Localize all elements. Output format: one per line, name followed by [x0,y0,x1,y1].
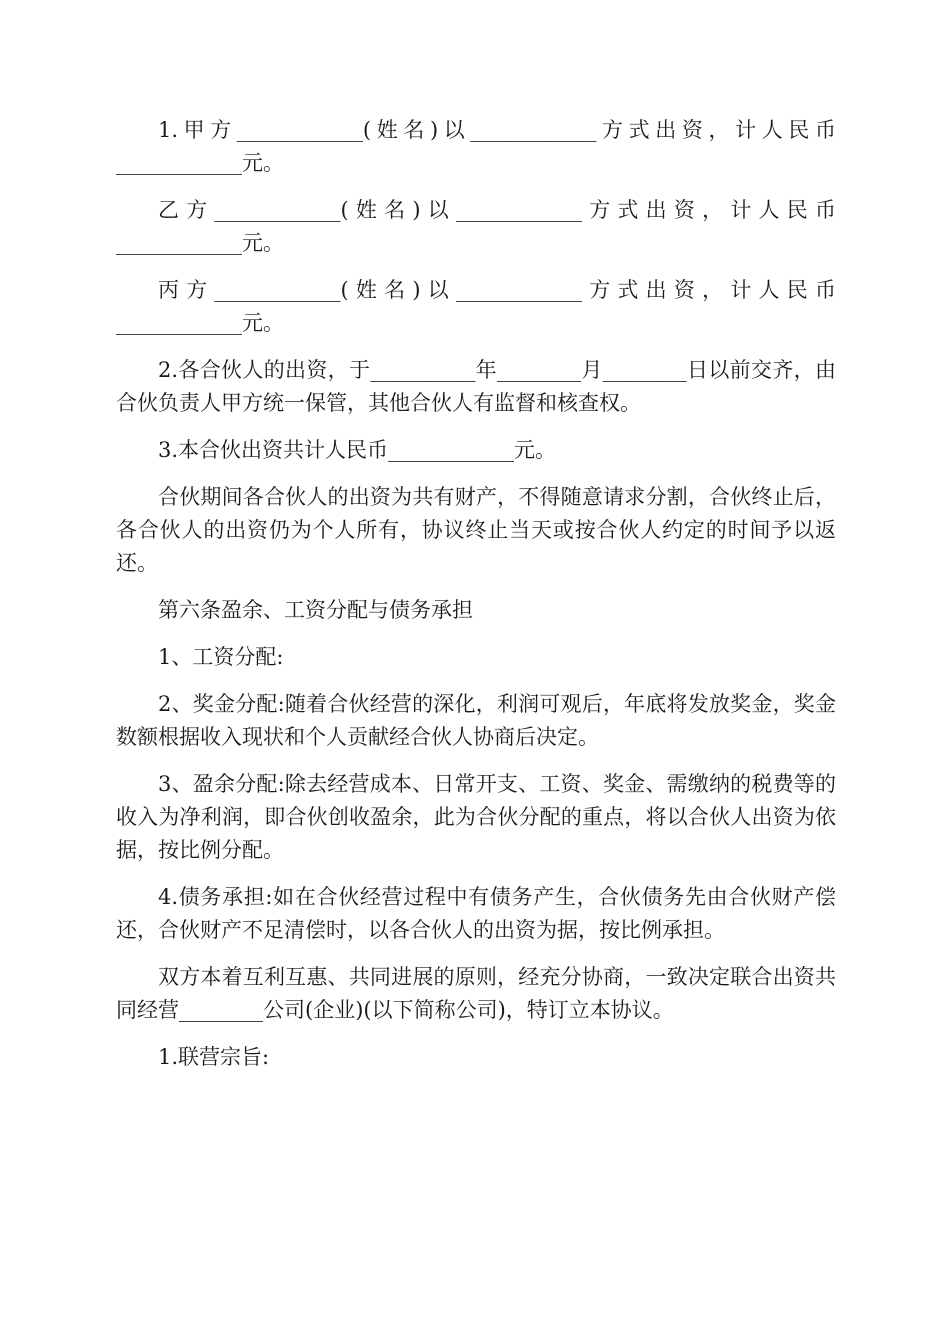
bonus-distribution: 2、奖金分配:随着合伙经营的深化，利润可观后，年底将发放奖金，奖金数额根据收入现状和个人贡献经合伙人协商后决定。 [116,692,836,749]
joint-venture-purpose: 1.联营宗旨: [158,1045,270,1069]
document-page [116,114,836,1088]
joint-venture-intro: 双方本着互利互惠、共同进展的原则，经充分协商，一致决定联合出资共同经营________公司(企业)(以下简称公司)，特订立本协议。 [116,965,836,1022]
contribution-deadline: 2.各合伙人的出资，于__________年________月________日以前交齐，由合伙负责人甲方统一保管，其他合伙人有监督和核查权。 [116,358,836,415]
article-six-heading: 第六条盈余、工资分配与债务承担 [158,598,473,622]
contribution-party-b: 乙方____________(姓名)以____________方式出资，计人民币____________元。 [116,198,836,255]
debt-bearing: 4.债务承担:如在合伙经营过程中有债务产生，合伙债务先由合伙财产偿还，合伙财产不足清偿时，以各合伙人的出资为据，按比例承担。 [116,885,836,942]
contribution-party-a: 1.甲方____________(姓名)以____________方式出资，计人民币____________元。 [116,118,836,175]
shared-property-clause: 合伙期间各合伙人的出资为共有财产，不得随意请求分割，合伙终止后，各合伙人的出资仍为个人所有，协议终止当天或按合伙人约定的时间予以返还。 [116,485,836,575]
contribution-party-c: 丙方____________(姓名)以____________方式出资，计人民币____________元。 [116,278,836,335]
surplus-distribution: 3、盈余分配:除去经营成本、日常开支、工资、奖金、需缴纳的税费等的收入为净利润，即合伙创收盈余，此为合伙分配的重点，将以合伙人出资为依据，按比例分配。 [116,772,836,862]
contribution-total: 3.本合伙出资共计人民币____________元。 [158,438,557,462]
salary-distribution: 1、工资分配: [158,645,284,669]
